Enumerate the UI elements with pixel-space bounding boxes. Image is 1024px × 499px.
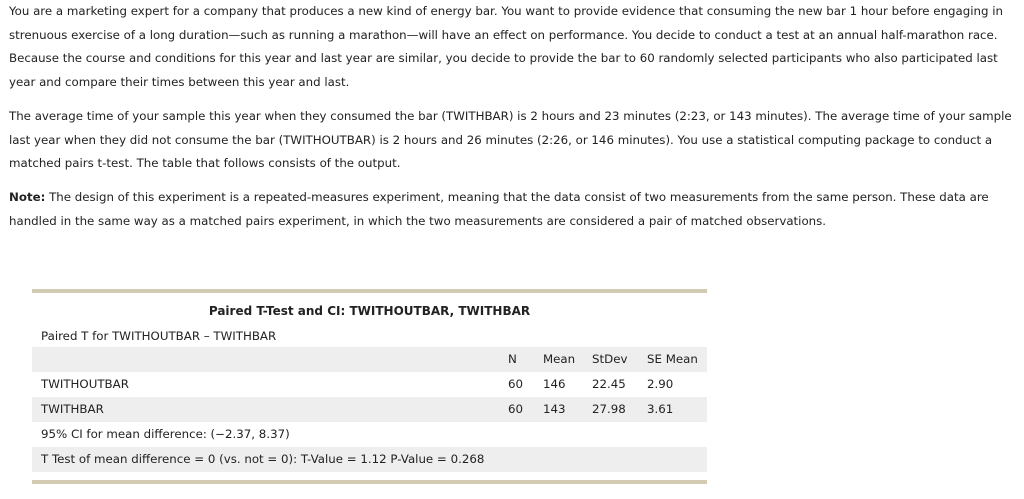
note-text: The design of this experiment is a repeated-measures experiment, meaning that the data consist of two measurements from the same person. These data are handled in the same way as a matched pairs experiment, in which the two measurements are considered a pair of matched observations. — [9, 190, 989, 228]
row-mean: 143 — [543, 402, 566, 416]
ci-text: 95% CI for mean difference: (−2.37, 8.37) — [41, 427, 290, 441]
row-se-mean: 2.90 — [647, 377, 674, 391]
ci-row — [32, 422, 707, 447]
table-title: Paired T-Test and CI: TWITHOUTBAR, TWITHBAR — [208, 304, 531, 318]
note-paragraph — [9, 186, 1014, 233]
ttest-row — [32, 447, 707, 472]
header-se-mean: SE Mean — [647, 352, 698, 366]
intro-paragraph: You are a marketing expert for a company that produces a new kind of energy bar. You want to provide evidence that consuming the new bar 1 hour before engaging in strenuous exercise of a long duration—such as running a marathon—will have an effect on performance. You decide to conduct a test at an annual half-marathon race. Because the course and conditions for this year and last year are similar, you decide to provide the bar to 60 randomly selected participants who also participated last year and compare their times between this year and last. — [9, 4, 1003, 89]
row-n: 60 — [508, 377, 524, 391]
table-row — [32, 372, 707, 397]
row-label: TWITHOUTBAR — [41, 377, 129, 391]
sample-averages-paragraph: The average time of your sample this year when they consumed the bar (TWITHBAR) is 2 hours and 23 minutes (2:23, or 143 minutes). The average time of your sample last year when they did not consume the bar (TWITHOUTBAR) is 2 hours and 26 minutes (2:26, or 146 minutes). You use a statistical computing package to conduct a matched pairs t-test. The table that follows consists of the output. — [9, 109, 1012, 170]
header-n: N — [508, 352, 517, 366]
note-label: Note: — [9, 190, 46, 204]
table-subtitle: Paired T for TWITHOUTBAR – TWITHBAR — [41, 329, 277, 343]
table-header-row — [32, 347, 707, 372]
paired-t-test-output-table — [32, 289, 707, 484]
table-row — [32, 397, 707, 422]
row-stdev: 27.98 — [592, 402, 626, 416]
ttest-text: T Test of mean difference = 0 (vs. not = 0): T-Value = 1.12 P-Value = 0.268 — [41, 452, 485, 466]
row-mean: 146 — [543, 377, 566, 391]
row-label: TWITHBAR — [41, 402, 104, 416]
header-mean: Mean — [543, 352, 576, 366]
row-stdev: 22.45 — [592, 377, 626, 391]
row-se-mean: 3.61 — [647, 402, 674, 416]
header-stdev: StDev — [592, 352, 628, 366]
row-n: 60 — [508, 402, 524, 416]
